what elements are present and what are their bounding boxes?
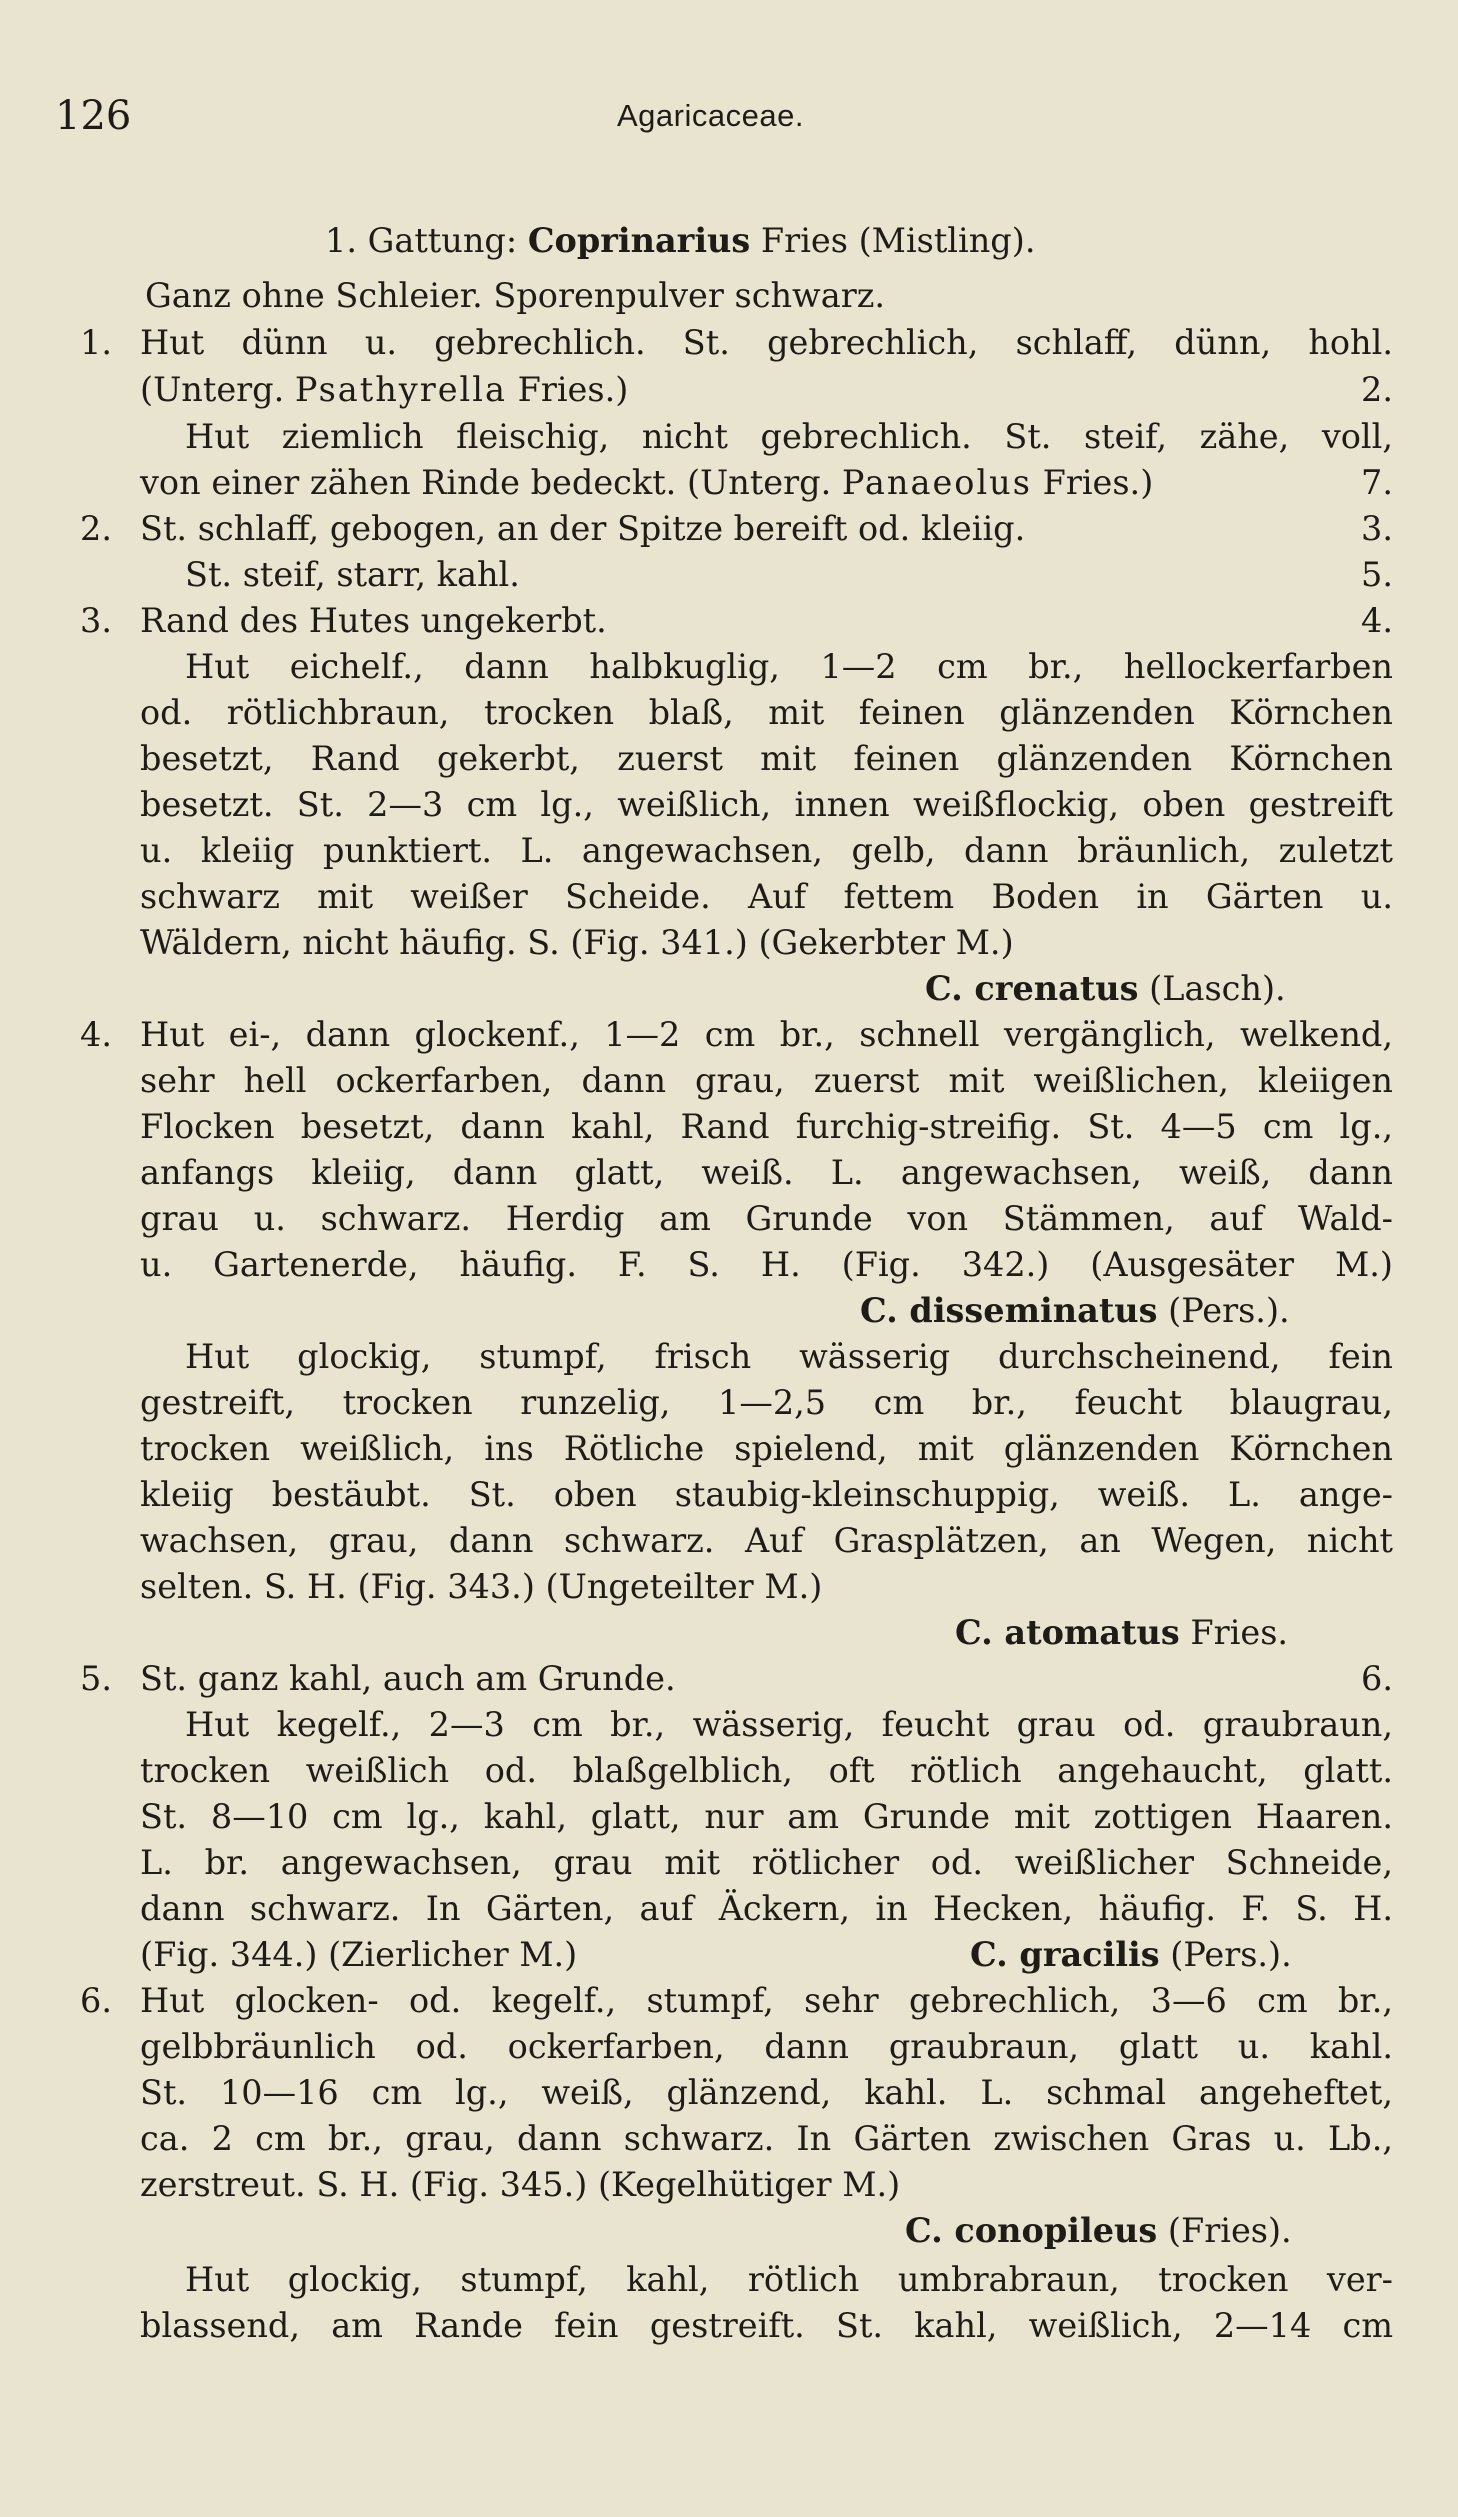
key-line — [0, 598, 1458, 644]
key-line: grau u. schwarz. Herdig am Grunde von Stämmen, auf Wald- — [140, 1199, 1393, 1238]
key-number: 2. — [80, 509, 112, 548]
key-number: 6. — [80, 1981, 112, 2020]
key-number: 4. — [80, 1015, 112, 1054]
line-text: Hut ziemlich fleischig, nicht gebrechlich. St. steif, zähe, voll, — [185, 417, 1393, 456]
key-number: 5. — [80, 1659, 112, 1698]
key-line: blassend, am Rande fein gestreift. St. kahl, weißlich, 2—14 cm — [140, 2306, 1393, 2345]
species-name-line: C. crenatus (Lasch). — [925, 969, 1286, 1008]
species-name: C. disseminatus — [860, 1291, 1158, 1330]
species-name: C. atomatus — [955, 1613, 1180, 1652]
lead-reference: 6. — [1361, 1659, 1393, 1698]
line-text: Rand des Hutes ungekerbt. — [140, 601, 607, 640]
species-name: C. conopileus — [905, 2211, 1158, 2250]
species-name-line: C. disseminatus (Pers.). — [860, 1291, 1290, 1330]
key-line: anfangs kleiig, dann glatt, weiß. L. angewachsen, weiß, dann — [140, 1153, 1393, 1192]
genus-name: Coprinarius — [527, 221, 751, 260]
key-line: Hut kegelf., 2—3 cm br., wässerig, feucht grau od. graubraun, — [185, 1705, 1393, 1744]
key-line: gelbbräunlich od. ockerfarben, dann graubraun, glatt u. kahl. — [140, 2027, 1393, 2066]
key-line: besetzt, Rand gekerbt, zuerst mit feinen glänzenden Körnchen — [140, 739, 1393, 778]
subgenus-name: Psathyrella — [294, 370, 507, 409]
key-line — [0, 552, 1458, 598]
key-line: (Fig. 344.) (Zierlicher M.) C. gracilis (Pers.). — [140, 1935, 1292, 1974]
key-line: Hut glockig, stumpf, kahl, rötlich umbrabraun, trocken ver- — [185, 2260, 1393, 2299]
key-line: trocken weißlich od. blaßgelblich, oft rötlich angehaucht, glatt. — [140, 1751, 1393, 1790]
key-line: (Unterg. Psathyrella Fries.) 2. — [0, 367, 1458, 413]
key-line: Flocken besetzt, dann kahl, Rand furchig-streifig. St. 4—5 cm lg., — [140, 1107, 1393, 1146]
key-line — [0, 506, 1458, 552]
key-line: Wäldern, nicht häufig. S. (Fig. 341.) (Gekerbter M.) — [140, 923, 1014, 962]
key-line: wachsen, grau, dann schwarz. Auf Grasplätzen, an Wegen, nicht — [140, 1521, 1393, 1560]
key-line — [0, 320, 1458, 366]
line-text: St. steif, starr, kahl. — [185, 555, 520, 594]
subgenus-name: Panaeolus — [841, 463, 1032, 502]
genus-heading — [0, 218, 1458, 264]
page-number: 126 — [55, 93, 132, 139]
running-header: Agaricaceae. — [617, 98, 804, 133]
key-line: kleiig bestäubt. St. oben staubig-kleinschuppig, weiß. L. ange- — [140, 1475, 1393, 1514]
species-name: C. gracilis — [970, 1935, 1160, 1974]
key-number: 1. — [80, 323, 112, 362]
key-line: selten. S. H. (Fig. 343.) (Ungeteilter M.) — [140, 1567, 823, 1606]
key-line: 4. Hut ei-, dann glockenf., 1—2 cm br., schnell vergänglich, welkend, — [0, 1012, 1458, 1058]
species-name-line: C. atomatus Fries. — [955, 1613, 1289, 1652]
key-line: L. br. angewachsen, grau mit rötlicher od. weißlicher Schneide, — [140, 1843, 1393, 1882]
line-text: Hut dünn u. gebrechlich. St. gebrechlich, schlaff, dünn, hohl. — [140, 323, 1393, 362]
key-line: schwarz mit weißer Scheide. Auf fettem Boden in Gärten u. — [140, 877, 1393, 916]
key-line: von einer zähen Rinde bedeckt. (Unterg. Panaeolus Fries.) 7. — [0, 460, 1458, 506]
key-line: gestreift, trocken runzelig, 1—2,5 cm br., feucht blaugrau, — [140, 1383, 1393, 1422]
key-line: dann schwarz. In Gärten, auf Äckern, in Hecken, häufig. F. S. H. — [140, 1889, 1393, 1928]
key-line: 5. St. ganz kahl, auch am Grunde. 6. — [0, 1656, 1458, 1702]
key-line: 6. Hut glocken- od. kegelf., stumpf, sehr gebrechlich, 3—6 cm br., — [0, 1978, 1458, 2024]
key-line: trocken weißlich, ins Rötliche spielend, mit glänzenden Körnchen — [140, 1429, 1393, 1468]
key-line: Hut eichelf., dann halbkuglig, 1—2 cm br., hellockerfarben — [185, 647, 1393, 686]
key-line: od. rötlichbraun, trocken blaß, mit feinen glänzenden Körnchen — [140, 693, 1393, 732]
key-line: Hut glockig, stumpf, frisch wässerig durchscheinend, fein — [185, 1337, 1393, 1376]
line-text: St. schlaff, gebogen, an der Spitze bereift od. kleiig. — [140, 509, 1026, 548]
heading-prefix: 1. Gattung: — [325, 221, 528, 260]
key-line: St. 10—16 cm lg., weiß, glänzend, kahl. L. schmal angeheftet, — [140, 2073, 1393, 2112]
key-line: zerstreut. S. H. (Fig. 345.) (Kegelhütiger M.) — [140, 2165, 901, 2204]
key-line: u. kleiig punktiert. L. angewachsen, gelb, dann bräunlich, zuletzt — [140, 831, 1393, 870]
species-name-line: C. conopileus (Fries). — [905, 2211, 1292, 2250]
lead-reference: 7. — [1361, 463, 1393, 502]
key-line: sehr hell ockerfarben, dann grau, zuerst mit weißlichen, kleiigen — [140, 1061, 1393, 1100]
lead-reference: 3. — [1361, 509, 1393, 548]
lead-reference: 4. — [1361, 601, 1393, 640]
intro-line: Ganz ohne Schleier. Sporenpulver schwarz. — [145, 276, 886, 315]
key-number: 3. — [80, 601, 112, 640]
species-name: C. crenatus — [925, 969, 1139, 1008]
key-line: ca. 2 cm br., grau, dann schwarz. In Gärten zwischen Gras u. Lb., — [140, 2119, 1393, 2158]
heading-suffix: Fries (Mistling). — [750, 221, 1036, 260]
lead-reference: 5. — [1361, 555, 1393, 594]
key-line — [0, 414, 1458, 460]
lead-reference: 2. — [1361, 370, 1393, 409]
key-line: u. Gartenerde, häufig. F. S. H. (Fig. 342.) (Ausgesäter M.) — [140, 1245, 1393, 1284]
key-line: St. 8—10 cm lg., kahl, glatt, nur am Grunde mit zottigen Haaren. — [140, 1797, 1393, 1836]
key-line: besetzt. St. 2—3 cm lg., weißlich, innen weißflockig, oben gestreift — [140, 785, 1393, 824]
